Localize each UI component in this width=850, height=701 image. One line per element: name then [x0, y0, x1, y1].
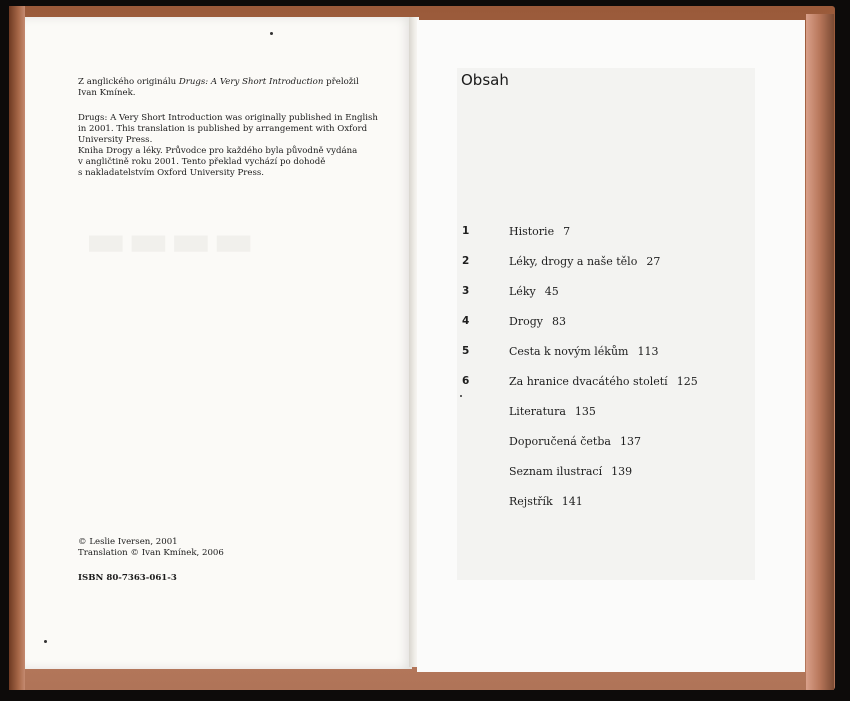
toc-chapter-title-wrap: [509, 405, 596, 418]
toc-page-number: 45: [544, 285, 559, 298]
publication-line: Drugs: A Very Short Introduction was originally published in English: [78, 113, 378, 123]
toc-entry: [462, 225, 792, 241]
publication-line: University Press.: [78, 135, 153, 145]
toc-chapter-number: 3: [462, 285, 470, 297]
publication-line: Kniha Drogy a léky. Průvodce pro každého byla původně vydána: [78, 146, 358, 156]
toc-chapter-title-wrap: [509, 255, 660, 268]
copyright-line: Translation © Ivan Kmínek, 2006: [78, 548, 224, 558]
show-through-text: ▬▬▬▬: [85, 215, 256, 266]
dust-speck: [270, 32, 273, 35]
toc-chapter-title: Léky, drogy a naše tělo: [509, 255, 638, 268]
toc-page-number: 27: [646, 255, 661, 268]
publication-note: [78, 113, 398, 179]
toc-page-number: 125: [676, 375, 698, 388]
toc-chapter-title: Drogy: [509, 315, 543, 328]
toc-chapter-title: Za hranice dvacátého století: [509, 375, 668, 388]
toc-chapter-title: Seznam ilustrací: [509, 465, 603, 478]
publication-line: v angličtině roku 2001. Tento překlad vychází po dohodě: [78, 157, 326, 167]
toc-chapter-title-wrap: [509, 225, 570, 238]
toc-chapter-title-wrap: [509, 375, 698, 388]
toc-chapter-title-wrap: [509, 285, 559, 298]
toc-page-number: 7: [563, 225, 571, 238]
toc-chapter-title: Literatura: [509, 405, 566, 418]
toc-chapter-title: Doporučená četba: [509, 435, 611, 448]
dust-speck: [44, 640, 47, 643]
cover-edge-left: [9, 6, 25, 690]
toc-chapter-title: Historie: [509, 225, 555, 238]
toc-page-number: 141: [561, 495, 583, 508]
copyright-line: © Leslie Iversen, 2001: [78, 537, 178, 547]
toc-entry: [462, 375, 792, 391]
toc-page-number: 135: [574, 405, 596, 418]
publication-line: in 2001. This translation is published by arrangement with Oxford: [78, 124, 368, 134]
toc-chapter-title-wrap: [509, 495, 583, 508]
toc-chapter-title: Léky: [509, 285, 536, 298]
toc-entry: [462, 495, 792, 511]
original-title-line: [78, 77, 398, 88]
toc-chapter-title: Cesta k novým lékům: [509, 345, 629, 358]
original-note-suffix: přeložil: [323, 77, 359, 87]
translator-name: Ivan Kmínek.: [78, 88, 136, 98]
toc-chapter-title-wrap: [509, 345, 658, 358]
toc-entry: [462, 405, 792, 421]
toc-entry: [462, 315, 792, 331]
toc-entry: [462, 285, 792, 301]
toc-chapter-number: 5: [462, 345, 470, 357]
toc-entry: [462, 465, 792, 481]
toc-entry: [462, 345, 792, 361]
toc-chapter-number: 4: [462, 315, 470, 327]
isbn: ISBN 80-7363-061-3: [78, 573, 177, 583]
toc-entry: [462, 435, 792, 451]
toc-chapter-title: Rejstřík: [509, 495, 553, 508]
toc-page-number: 139: [611, 465, 633, 478]
toc-chapter-number: 6: [462, 375, 470, 387]
contents-heading: Obsah: [461, 71, 509, 89]
toc-page-number: 83: [551, 315, 566, 328]
toc-chapter-title-wrap: [509, 315, 566, 328]
original-edition-note: [78, 77, 398, 99]
toc-page-number: 137: [619, 435, 641, 448]
toc-chapter-number: 2: [462, 255, 470, 267]
publication-line: s nakladatelstvím Oxford University Press.: [78, 168, 265, 178]
toc-chapter-title-wrap: [509, 435, 641, 448]
original-title: Drugs: A Very Short Introduction: [178, 77, 324, 87]
toc-page-number: 113: [637, 345, 659, 358]
toc-chapter-number: 1: [462, 225, 470, 237]
dust-speck: [460, 395, 462, 397]
original-note-prefix: Z anglického originálu: [78, 77, 179, 87]
copyright-notice: [78, 537, 398, 559]
toc-chapter-title-wrap: [509, 465, 632, 478]
cover-edge-right: [806, 14, 834, 690]
toc-entry: [462, 255, 792, 271]
